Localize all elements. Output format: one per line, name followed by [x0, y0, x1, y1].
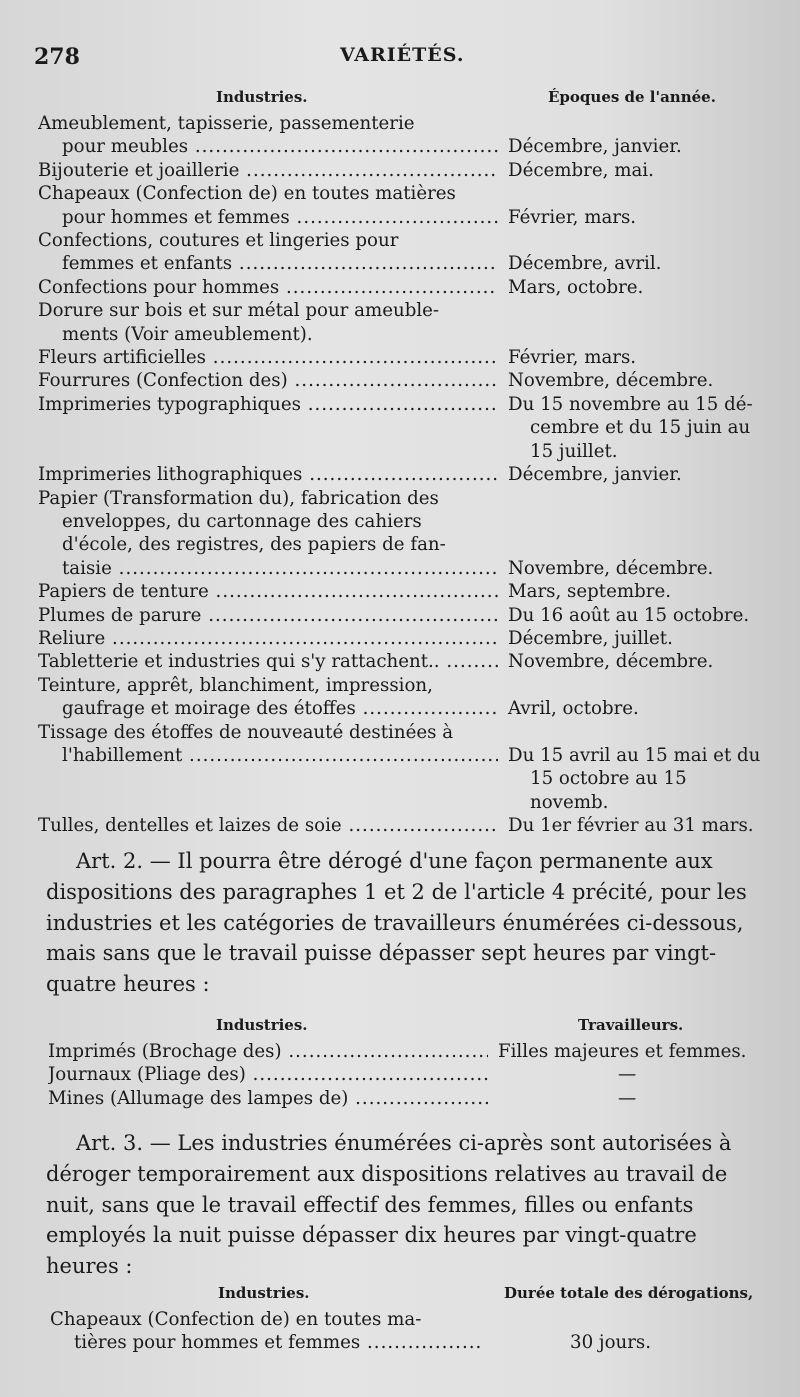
industry-cell	[38, 721, 498, 768]
industry-cell	[38, 674, 498, 721]
worker-cell: —	[618, 1064, 637, 1086]
industry-text: Fourrures (Confection des) .....	[38, 369, 498, 392]
table-row	[38, 112, 768, 159]
industry-text: Plumes de parure .....	[38, 604, 498, 627]
industry-cell	[38, 276, 498, 299]
article-2-line-5: quatre heures :	[46, 972, 210, 997]
table-row	[38, 627, 768, 650]
industry-cell	[38, 487, 498, 581]
industry-text: taisie .....	[38, 557, 498, 580]
article-2-line-2: dispositions des paragraphes 1 et 2 de l'article 4 précité, pour les	[46, 879, 747, 904]
worker-cell: —	[618, 1087, 637, 1109]
period-text: Décembre, janvier.	[508, 464, 682, 486]
table1-col-industries: Industries.	[216, 88, 308, 106]
table-row	[38, 580, 768, 603]
period-text: Décembre, avril.	[508, 253, 662, 275]
industries-periods-table	[38, 112, 768, 838]
industry-text: Imprimés (Brochage des) .....	[48, 1040, 488, 1063]
period-text: Novembre, décembre.	[508, 370, 714, 392]
industry-text: d'école, des registres, des papiers de fan-	[62, 534, 446, 556]
industry-text: Tabletterie et industries qui s'y rattachent.. .....	[38, 650, 498, 673]
industry-text: Papier (Transformation du), fabrication des	[38, 487, 439, 509]
period-text: 15 octobre au 15 novemb.	[530, 768, 687, 813]
industry-text: femmes et enfants .....	[38, 252, 498, 275]
period-text: Décembre, janvier.	[508, 136, 682, 158]
industry-text: pour hommes et femmes .....	[38, 206, 498, 229]
industry-cell	[38, 393, 498, 416]
period-cell	[508, 159, 768, 182]
table-row	[48, 1040, 768, 1063]
industry-text: Bijouterie et joaillerie .....	[38, 159, 498, 182]
industry-cell	[38, 346, 498, 369]
industry-cell	[38, 627, 498, 650]
period-cell	[508, 393, 768, 463]
period-cell	[508, 206, 768, 229]
period-cell	[508, 697, 768, 720]
industry-text: Journaux (Pliage des) .....	[48, 1063, 488, 1086]
table-row	[38, 814, 768, 837]
period-text: Du 15 avril au 15 mai et du	[508, 744, 761, 766]
period-text: 15 juillet.	[530, 440, 618, 462]
period-text: Mars, septembre.	[508, 581, 671, 603]
period-cell	[508, 814, 768, 837]
article-2-line-1: — Il pourra être dérogé d'une façon permanente aux	[149, 849, 713, 873]
period-cell	[508, 604, 768, 627]
industry-text: Reliure .....	[38, 627, 498, 650]
table-row	[38, 299, 768, 346]
industry-text: enveloppes, du cartonnage des cahiers	[62, 510, 422, 532]
table-row	[48, 1087, 768, 1110]
industry-text: Confections pour hommes .....	[38, 276, 498, 299]
industry-cell	[38, 580, 498, 603]
industry-cell	[38, 159, 498, 182]
industry-cell	[48, 1040, 488, 1063]
table-row	[38, 463, 768, 486]
period-text: Décembre, juillet.	[508, 627, 673, 649]
period-text: Du 1er février au 31 mars.	[508, 815, 754, 837]
industry-cell	[38, 463, 498, 486]
period-cell	[508, 276, 768, 299]
industry-text: pour meubles .....	[38, 135, 498, 158]
industry-text: tières pour hommes et femmes .....	[50, 1331, 480, 1354]
article-3-line-1: — Les industries énumérées ci-après sont autorisées à	[149, 1131, 732, 1155]
table-row	[38, 229, 768, 276]
table-row	[38, 604, 768, 627]
table2-col-travailleurs: Travailleurs.	[578, 1016, 684, 1034]
article-2	[46, 846, 768, 1000]
period-cell	[508, 580, 768, 603]
industry-text: Fleurs artificielles .....	[38, 346, 498, 369]
period-cell	[508, 252, 768, 275]
running-title: VARIÉTÉS.	[340, 44, 465, 66]
industry-text: Tulles, dentelles et laizes de soie .....	[38, 814, 498, 837]
industry-cell	[38, 299, 497, 346]
industry-text: Imprimeries typographiques .....	[38, 393, 498, 416]
table-row	[38, 674, 768, 721]
period-text: Novembre, décembre.	[508, 651, 714, 673]
industry-cell	[38, 604, 498, 627]
period-cell	[508, 369, 768, 392]
table3-col-industries: Industries.	[218, 1284, 310, 1302]
table3-col-duree: Durée totale des dérogations,	[504, 1284, 754, 1302]
table-row	[38, 346, 768, 369]
article-2-label: Art. 2.	[76, 849, 144, 873]
table-row	[38, 276, 768, 299]
period-text: Novembre, décembre.	[508, 557, 714, 579]
table-row	[38, 393, 768, 463]
table-row	[38, 487, 768, 581]
industry-text: Ameublement, tapisserie, passementerie	[38, 113, 415, 134]
period-text: Décembre, mai.	[508, 159, 654, 181]
article-3	[46, 1128, 768, 1282]
table2-col-industries: Industries.	[216, 1016, 308, 1034]
table-row	[38, 369, 768, 392]
industry-cell	[38, 112, 498, 159]
industry-cell	[38, 369, 498, 392]
industry-cell	[48, 1087, 488, 1110]
industry-text: gaufrage et moirage des étoffes .....	[38, 697, 498, 720]
period-text: Avril, octobre.	[508, 698, 639, 720]
industry-text: Confections, coutures et lingeries pour	[38, 230, 399, 252]
industry-cell	[38, 650, 498, 673]
industries-workers-table	[48, 1040, 768, 1110]
industry-text: Chapeaux (Confection de) en toutes matières	[38, 183, 456, 205]
period-cell	[508, 627, 768, 650]
period-cell	[508, 346, 768, 369]
period-text: Du 16 août au 15 octobre.	[508, 604, 750, 626]
article-3-line-5: heures :	[46, 1254, 133, 1279]
worker-cell: Filles majeures et femmes.	[498, 1041, 747, 1062]
article-3-line-4: employés la nuit puisse dépasser dix heures par vingt-quatre	[46, 1223, 697, 1248]
industry-text: Imprimeries lithographiques .....	[38, 463, 498, 486]
page-header	[34, 44, 760, 74]
industry-text: Chapeaux (Confection de) en toutes ma-	[50, 1309, 422, 1330]
period-text: Février, mars.	[508, 206, 637, 228]
period-cell	[508, 135, 768, 158]
period-text: Mars, octobre.	[508, 276, 644, 298]
period-cell	[508, 463, 768, 486]
table-row	[48, 1063, 768, 1086]
industry-text: Papiers de tenture .....	[38, 580, 498, 603]
derogations-duration-table	[50, 1308, 770, 1355]
article-3-line-2: déroger temporairement aux dispositions relatives au travail de	[46, 1161, 728, 1186]
article-2-line-3: industries et les catégories de travailleurs énumérées ci-dessous,	[46, 910, 744, 935]
industry-cell	[48, 1063, 488, 1086]
table-row	[38, 650, 768, 673]
article-2-line-4: mais sans que le travail puisse dépasser sept heures par vingt-	[46, 941, 717, 966]
industry-text: Mines (Allumage des lampes de) .....	[48, 1087, 488, 1110]
industry-cell	[38, 814, 498, 837]
article-3-label: Art. 3.	[76, 1131, 144, 1155]
period-cell	[508, 557, 768, 580]
table-row	[50, 1308, 770, 1355]
industry-text: Dorure sur bois et sur métal pour ameuble-	[38, 300, 440, 322]
industry-text: Tissage des étoffes de nouveauté destinées à	[38, 721, 454, 743]
industry-text: l'habillement .....	[38, 744, 498, 767]
industry-cell	[38, 229, 498, 276]
table-row	[38, 721, 768, 815]
industry-text: Teinture, apprêt, blanchiment, impression,	[38, 674, 433, 696]
industry-text: ments (Voir ameublement).	[62, 323, 313, 345]
article-3-line-3: nuit, sans que le travail effectif des femmes, filles ou enfants	[46, 1192, 694, 1217]
page-number: 278	[34, 44, 80, 70]
table-row	[38, 159, 768, 182]
industry-cell	[50, 1308, 480, 1355]
duration-cell: 30 jours.	[570, 1332, 652, 1354]
period-cell	[508, 744, 768, 814]
period-text: Février, mars.	[508, 347, 637, 369]
table1-col-epoques: Époques de l'année.	[548, 88, 716, 106]
period-cell	[508, 650, 768, 673]
industry-cell	[38, 182, 498, 229]
period-text: cembre et du 15 juin au	[530, 417, 751, 439]
period-text: Du 15 novembre au 15 dé-	[508, 393, 753, 415]
table-row	[38, 182, 768, 229]
